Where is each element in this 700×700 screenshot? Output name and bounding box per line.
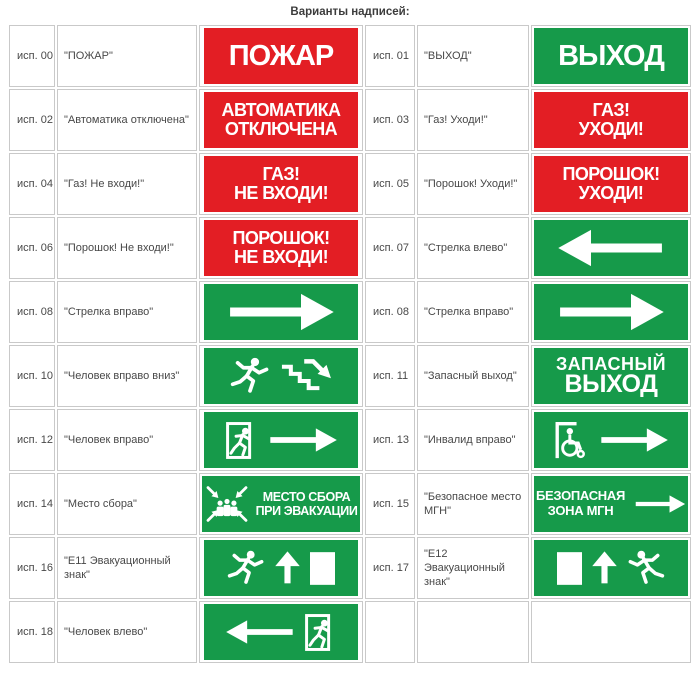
variant-code: исп. 10 xyxy=(9,345,55,407)
sign-cell xyxy=(199,601,363,663)
variant-label: "Стрелка вправо" xyxy=(57,281,197,343)
sign-text: ПОРОШОК! xyxy=(562,163,660,184)
variant-label: "Человек вправо вниз" xyxy=(57,345,197,407)
variant-code: исп. 11 xyxy=(365,345,415,407)
page-title: Варианты надписей: xyxy=(290,6,410,18)
sign-text: НЕ ВХОДИ! xyxy=(234,247,328,267)
sign-text: ВЫХОД xyxy=(564,369,658,398)
variant-label: "Е12 Эвакуационный знак" xyxy=(417,537,529,599)
sign-text: ПОЖАР xyxy=(228,39,334,72)
sign-e11 xyxy=(204,540,358,596)
wheelchair-icon xyxy=(553,421,590,460)
variant-label: "Порошок! Не входи!" xyxy=(57,217,197,279)
variant-code: исп. 13 xyxy=(365,409,415,471)
variant-label: "ВЫХОД" xyxy=(417,25,529,87)
door-icon xyxy=(310,552,335,585)
arrow-right-icon xyxy=(268,426,338,454)
sign-text: МЕСТО СБОРА xyxy=(262,489,351,504)
variant-code: исп. 06 xyxy=(9,217,55,279)
assembly-point-icon xyxy=(205,485,249,523)
variant-code: исп. 05 xyxy=(365,153,415,215)
sign-text: ГАЗ! xyxy=(592,99,630,120)
sign-cell xyxy=(531,409,691,471)
variant-label xyxy=(417,601,529,663)
arrow-right-icon xyxy=(555,292,667,332)
sign-text-lines xyxy=(536,489,625,519)
sign-cell xyxy=(531,153,691,215)
sign-text: ПРИ ЭВАКУАЦИИ xyxy=(255,504,358,518)
sign-cell xyxy=(531,25,691,87)
table-row xyxy=(9,25,691,87)
variant-code: исп. 08 xyxy=(365,281,415,343)
variant-code: исп. 04 xyxy=(9,153,55,215)
sign-cell xyxy=(531,281,691,343)
running-man-icon xyxy=(230,357,270,395)
variant-code: исп. 00 xyxy=(9,25,55,87)
variant-label: "Запасный выход" xyxy=(417,345,529,407)
sign-gaz-ne-vhodi xyxy=(204,156,358,212)
variant-label: "Место сбора" xyxy=(57,473,197,535)
variant-code xyxy=(365,601,415,663)
sign-cell xyxy=(199,345,363,407)
sign-poroshok-uhodi xyxy=(534,156,688,212)
sign-arrow-right xyxy=(534,284,688,340)
sign-text-lines xyxy=(256,490,358,519)
sign-text: УХОДИ! xyxy=(578,183,644,203)
variant-label: "Порошок! Уходи!" xyxy=(417,153,529,215)
sign-cell xyxy=(531,217,691,279)
variant-label: "Стрелка вправо" xyxy=(417,281,529,343)
sign-gaz-uhodi xyxy=(534,92,688,148)
sign-pozhar xyxy=(204,28,358,84)
arrow-right-icon xyxy=(634,488,686,520)
variant-label: "Инвалид вправо" xyxy=(417,409,529,471)
sign-cell xyxy=(199,409,363,471)
sign-cell xyxy=(531,537,691,599)
arrow-up-icon xyxy=(274,550,301,586)
variant-code: исп. 02 xyxy=(9,89,55,151)
table-row xyxy=(9,281,691,343)
table-row xyxy=(9,537,691,599)
sign-assembly-point xyxy=(202,476,360,532)
variant-code: исп. 03 xyxy=(365,89,415,151)
sign-cell xyxy=(199,217,363,279)
variant-code: исп. 12 xyxy=(9,409,55,471)
door-icon xyxy=(557,552,582,585)
arrow-left-icon xyxy=(555,228,667,268)
sign-avtomatika-otklyuchena xyxy=(204,92,358,148)
sign-zapasny-vyhod xyxy=(534,348,688,404)
running-man-left-icon xyxy=(627,550,665,586)
variant-code: исп. 08 xyxy=(9,281,55,343)
variant-code: исп. 07 xyxy=(365,217,415,279)
variant-label: "Газ! Уходи!" xyxy=(417,89,529,151)
variant-code: исп. 18 xyxy=(9,601,55,663)
variant-label: "Человек вправо" xyxy=(57,409,197,471)
variant-code: исп. 14 xyxy=(9,473,55,535)
variant-label: "Автоматика отключена" xyxy=(57,89,197,151)
sign-poroshok-ne-vhodi xyxy=(204,220,358,276)
sign-text: ЗАПАСНЫЙ xyxy=(555,353,667,374)
sign-text: ОТКЛЮЧЕНА xyxy=(224,119,338,139)
sign-text: АВТОМАТИКА xyxy=(221,99,341,120)
sign-cell xyxy=(199,89,363,151)
sign-text: ГАЗ! xyxy=(262,163,300,184)
table-row xyxy=(9,217,691,279)
variant-label: "Е11 Эвакуационный знак" xyxy=(57,537,197,599)
sign-safe-zone-mgn xyxy=(534,476,688,532)
sign-man-right xyxy=(204,412,358,468)
sign-cell xyxy=(199,153,363,215)
sign-cell xyxy=(199,281,363,343)
sign-disabled-right xyxy=(534,412,688,468)
variant-code: исп. 17 xyxy=(365,537,415,599)
stairs-down-arrow-icon xyxy=(279,356,333,397)
sign-vyhod xyxy=(534,28,688,84)
running-man-icon xyxy=(227,550,265,586)
sign-text: ПОРОШОК! xyxy=(232,227,330,248)
variant-label: "ПОЖАР" xyxy=(57,25,197,87)
sign-text: ЗОНА МГН xyxy=(547,503,614,518)
table-row xyxy=(9,409,691,471)
sign-text: БЕЗОПАСНАЯ xyxy=(535,488,626,504)
variant-label: "Безопасное место МГН" xyxy=(417,473,529,535)
sign-cell xyxy=(531,89,691,151)
table-row xyxy=(9,345,691,407)
sign-cell xyxy=(199,25,363,87)
sign-text: УХОДИ! xyxy=(578,119,644,139)
sign-cell xyxy=(531,473,691,535)
sign-arrow-left xyxy=(534,220,688,276)
table-row xyxy=(9,89,691,151)
sign-cell xyxy=(531,601,691,663)
table-row xyxy=(9,601,691,663)
arrow-right-icon xyxy=(225,292,337,332)
sign-man-right-down xyxy=(204,348,358,404)
sign-text: НЕ ВХОДИ! xyxy=(234,183,328,203)
table-row xyxy=(9,473,691,535)
sign-cell xyxy=(199,473,363,535)
table-row xyxy=(9,153,691,215)
variant-label: "Стрелка влево" xyxy=(417,217,529,279)
exit-door-man-icon xyxy=(225,421,259,460)
sign-man-left xyxy=(204,604,358,660)
variant-code: исп. 01 xyxy=(365,25,415,87)
arrow-left-icon xyxy=(225,617,295,647)
arrow-right-icon xyxy=(599,426,669,454)
sign-cell xyxy=(531,345,691,407)
sign-arrow-right xyxy=(204,284,358,340)
sign-cell xyxy=(199,537,363,599)
variant-label: "Человек влево" xyxy=(57,601,197,663)
variant-code: исп. 15 xyxy=(365,473,415,535)
variant-label: "Газ! Не входи!" xyxy=(57,153,197,215)
variant-code: исп. 16 xyxy=(9,537,55,599)
arrow-up-icon xyxy=(591,550,618,586)
variants-table xyxy=(7,23,693,665)
sign-text: ВЫХОД xyxy=(558,39,664,72)
sign-e12 xyxy=(534,540,688,596)
exit-door-man-icon xyxy=(304,613,338,652)
